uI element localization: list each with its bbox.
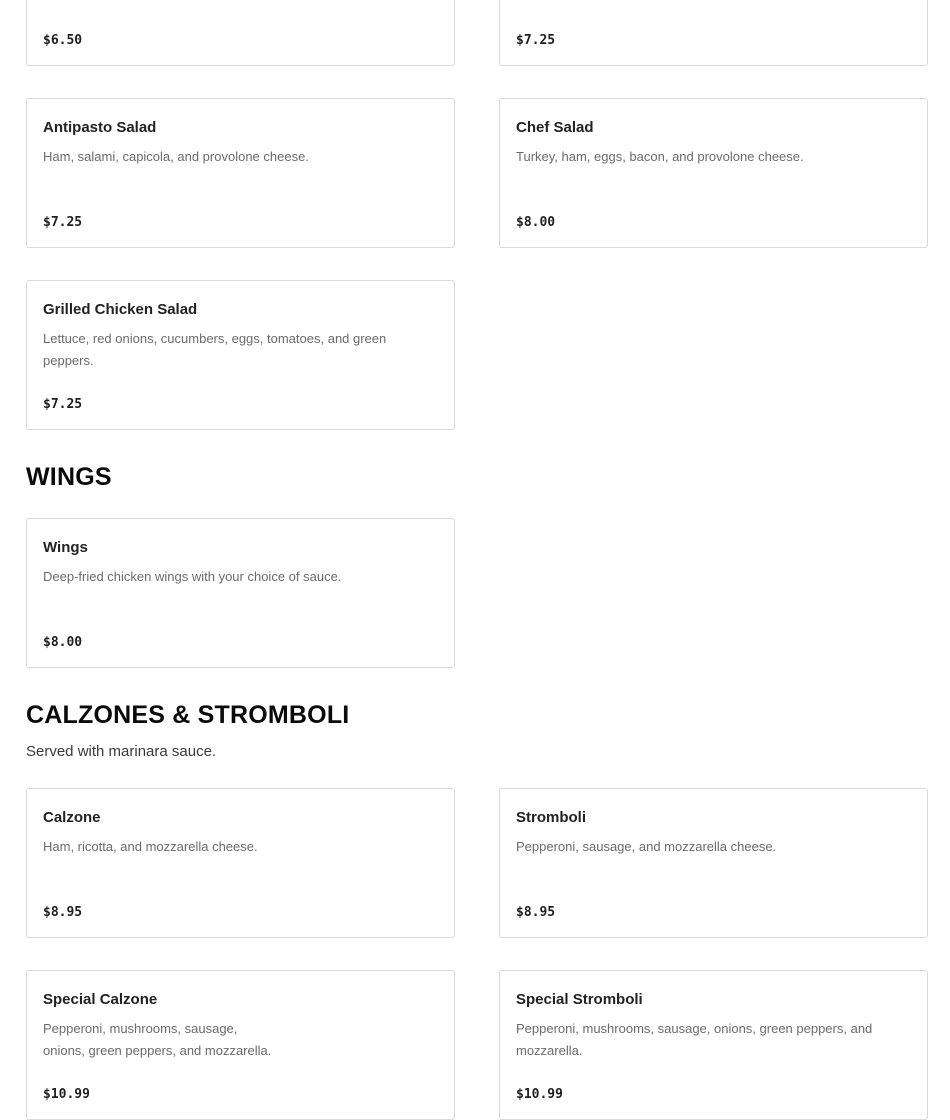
menu-item-name: Calzone [43, 809, 101, 826]
menu-item-description: Turkey, ham, eggs, bacon, and provolone cheese. [516, 149, 804, 164]
menu-item-card[interactable] [26, 970, 455, 1120]
menu-item-card[interactable] [499, 970, 928, 1120]
menu-item-price: $6.50 [43, 33, 83, 48]
menu-item-name: Chef Salad [516, 119, 594, 136]
menu-item-description: Pepperoni, mushrooms, sausage, onions, green peppers, and mozzarella. [516, 1021, 873, 1058]
menu-item-description: Lettuce, red onions, cucumbers, eggs, tomatoes, and green peppers. [43, 331, 387, 368]
menu-item-card[interactable] [26, 788, 455, 938]
menu-item-description [43, 1018, 440, 1062]
menu-item-price: $7.25 [516, 33, 556, 48]
menu-item-price: $8.00 [516, 215, 556, 230]
menu-item-card[interactable] [499, 98, 928, 248]
menu-item-price: $10.99 [516, 1087, 563, 1102]
menu-item-price: $10.99 [43, 1087, 90, 1102]
menu-item-description-line: Pepperoni, mushrooms, sausage, [43, 1021, 238, 1036]
menu-item-price: $8.95 [516, 905, 556, 920]
menu-item-price: $7.25 [43, 215, 83, 230]
section-subtitle: Served with marinara sauce. [26, 743, 217, 760]
menu-item-name: Special Stromboli [516, 991, 643, 1008]
menu-item-description: Deep-fried chicken wings with your choice of sauce. [43, 569, 342, 584]
menu-item-name: Stromboli [516, 809, 586, 826]
menu-item-price: $7.25 [43, 397, 83, 412]
menu-item-card[interactable] [26, 280, 455, 430]
menu-item-name: Grilled Chicken Salad [43, 301, 198, 318]
menu-item-description-line: onions, green peppers, and mozzarella. [43, 1043, 272, 1058]
menu-item-price: $8.00 [43, 635, 83, 650]
menu-item-description: Ham, salami, capicola, and provolone cheese. [43, 149, 309, 164]
menu-item-name: Wings [43, 539, 88, 556]
menu-item-name: Antipasto Salad [43, 119, 157, 136]
menu-item-card[interactable] [499, 788, 928, 938]
menu-item-price: $8.95 [43, 905, 83, 920]
menu-item-description: Pepperoni, sausage, and mozzarella cheese. [516, 839, 777, 854]
menu-item-card[interactable] [26, 518, 455, 668]
menu-item-card[interactable] [26, 98, 455, 248]
menu-item-name: Special Calzone [43, 991, 158, 1008]
menu-item-description: Ham, ricotta, and mozzarella cheese. [43, 839, 258, 854]
section-title-calzones: CALZONES & STROMBOLI [26, 701, 350, 729]
menu-item-card[interactable] [499, 0, 928, 66]
section-title-wings: WINGS [26, 463, 112, 491]
menu-item-card[interactable] [26, 0, 455, 66]
